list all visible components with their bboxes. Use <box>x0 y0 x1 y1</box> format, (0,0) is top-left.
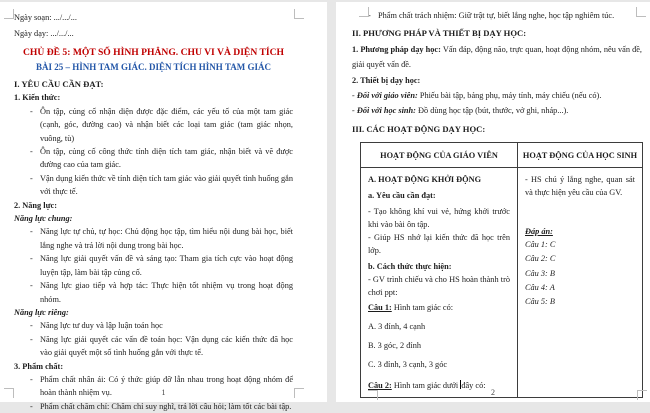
question-2-text-after: đây có: <box>461 381 486 391</box>
page-number-1: 1 <box>161 388 166 397</box>
list-item-text: Ôn tập, củng cố nhận diện được đặc điểm, các yếu tố của một tam giác (cạnh, góc, đường cao) và nhận biết các loại tam giác (tam giác nhọn, vuông, tù) <box>40 106 293 143</box>
answer-line: Câu 5: B <box>525 297 555 307</box>
heading-competence-general: Năng lực chung: <box>14 214 73 224</box>
method-heading: b. Cách thức thực hiện: <box>368 262 452 272</box>
column-header-student: HOẠT ĐỘNG CỦA HỌC SINH <box>518 143 643 168</box>
equipment-teacher-rest: Phiếu bài tập, bảng phụ, máy tính, máy chiếu (nếu có). <box>417 91 602 101</box>
method-step-text: - GV trình chiếu và cho HS hoàn thành trò chơi ppt: <box>368 275 510 298</box>
margin-mark-icon <box>294 388 304 398</box>
document-page-2[interactable] <box>336 2 650 402</box>
section-heading-activities: III. CÁC HOẠT ĐỘNG DẠY HỌC: <box>352 123 486 134</box>
question-1 <box>368 301 510 314</box>
list-item-text: Năng lực giao tiếp và hợp tác: Thực hiện tốt nhiệm vụ trong hoạt động nhóm. <box>40 281 293 304</box>
document-subtitle: BÀI 25 – HÌNH TAM GIÁC. DIỆN TÍCH HÌNH TAM GIÁC <box>36 62 271 72</box>
document-title: CHỦ ĐỀ 5: MỘT SỐ HÌNH PHẲNG. CHU VI VÀ DIỆN TÍCH <box>22 47 285 58</box>
question-2-label: Câu 2: <box>368 381 392 391</box>
margin-mark-icon <box>359 7 369 17</box>
list-item <box>14 400 293 413</box>
method-paragraph <box>352 42 642 73</box>
bullet-dash: - <box>30 147 33 157</box>
answer-line: Câu 1: C <box>525 240 556 250</box>
bullet-dash: - <box>30 374 33 384</box>
list-item <box>14 172 293 199</box>
list-item-text: Vận dụng kiến thức về tính diện tích tam giác vào giải quyết tình huống gắn với thực tế. <box>40 173 293 197</box>
student-note: - HS chú ý lắng nghe, quan sát và thực hiện yêu cầu của GV. <box>525 175 635 198</box>
section-heading-method: II. PHƯƠNG PHÁP VÀ THIẾT BỊ DẠY HỌC: <box>352 28 527 39</box>
goal-heading: a. Yêu cầu cần đạt: <box>368 191 436 201</box>
equipment-student <box>352 103 642 118</box>
column-header-teacher: HOẠT ĐỘNG CỦA GIÁO VIÊN <box>361 143 518 168</box>
margin-mark-icon <box>4 388 14 398</box>
margin-mark-icon <box>368 390 378 400</box>
answer-line: Câu 3: B <box>525 268 555 278</box>
equipment-teacher-lead: - Đối với giáo viên: <box>352 91 418 101</box>
equipment-teacher <box>352 88 642 103</box>
bullet-dash: - <box>30 173 33 183</box>
page-1-content <box>0 2 327 413</box>
list-item <box>14 145 293 172</box>
bullet-dash: - <box>30 401 33 411</box>
heading-competence: 2. Năng lực: <box>14 200 58 210</box>
question-1-label: Câu 1: <box>368 303 392 313</box>
activities-table <box>360 142 643 398</box>
list-item-text: Năng lực giải quyết vấn đề và sáng tạo: Tham gia tích cực vào hoạt động luyện tập, làm bài tập củng cố. <box>40 254 293 277</box>
margin-mark-icon <box>637 390 647 400</box>
table-body-row <box>361 168 643 398</box>
list-item <box>14 319 293 332</box>
bullet-dash: - <box>368 11 371 20</box>
document-page-1[interactable] <box>0 2 327 411</box>
goal-text: - Giúp HS nhớ lại kiến thức đã học trên lớp. <box>368 233 510 256</box>
list-item <box>14 279 293 306</box>
bullet-dash: - <box>30 281 33 291</box>
table-header-row <box>361 143 643 168</box>
list-item-text: Năng lực tự chủ, tự học: Chủ động học tập, tìm hiểu nội dung bài học, biết lắng nghe và trả lời nội dung trong bài học. <box>40 227 293 250</box>
list-item <box>14 225 293 252</box>
page-number-2: 2 <box>491 388 495 397</box>
equipment-student-lead: - Đối với học sinh: <box>352 106 416 116</box>
question-1-text: Hình tam giác có: <box>391 303 454 313</box>
heading-quality: 3. Phẩm chất: <box>14 361 64 371</box>
answer-option-a: A. 3 đỉnh, 4 cạnh <box>368 322 426 332</box>
answers-title: Đáp án: <box>525 227 553 237</box>
margin-mark-icon <box>636 7 646 17</box>
list-item-text: Năng lực tư duy và lập luận toán học <box>40 321 163 331</box>
goal-text: - Tạo không khí vui vẻ, hứng khởi trước khi vào bài ôn tập. <box>368 207 510 230</box>
list-item-text: Ôn tập, củng cố công thức tính diện tích tam giác, nhận biết và vẽ được đường cao của tam giác. <box>40 147 293 170</box>
bullet-dash: - <box>30 334 33 344</box>
date-prepared-line: Ngày soạn: .../.../... <box>14 13 77 22</box>
heading-knowledge: 1. Kiến thức: <box>14 93 61 103</box>
student-activity-cell[interactable] <box>518 168 643 398</box>
margin-mark-icon <box>4 9 14 19</box>
section-heading-requirements: I. YÊU CẦU CẦN ĐẠT: <box>14 79 104 89</box>
equipment-student-rest: Đồ dùng học tập (bút, thước, vở ghi, nháp...). <box>415 106 569 116</box>
list-item <box>14 333 293 360</box>
bullet-dash: - <box>30 254 33 264</box>
teacher-activity-cell[interactable] <box>361 168 518 398</box>
bullet-dash: - <box>30 227 33 237</box>
date-taught-line: Ngày dạy: .../.../... <box>14 28 74 38</box>
bullet-dash: - <box>30 106 33 116</box>
list-item <box>14 105 293 145</box>
list-item-text: Phẩm chất trách nhiệm: Giữ trật tự, biết lắng nghe, học tập nghiêm túc. <box>378 11 615 20</box>
question-2-text-before: Hình tam giác dưới <box>391 381 461 391</box>
answer-option-c: C. 3 đỉnh, 3 cạnh, 3 góc <box>368 360 448 370</box>
list-item <box>352 8 642 23</box>
answer-line: Câu 2: C <box>525 254 556 264</box>
list-item-text: Phẩm chất nhân ái: Có ý thức giúp đỡ lẫn nhau trong hoạt động nhóm để hoàn thành nhiệm vụ. <box>40 374 293 398</box>
list-item-text: Năng lực giải quyết các vấn đề toán học: Vận dụng các kiến thức đã học vào giải quyết một số tình huống gắn với thực tế. <box>40 334 293 358</box>
margin-mark-icon <box>294 9 304 19</box>
heading-equipment: 2. Thiết bị dạy học: <box>352 75 421 85</box>
bullet-dash: - <box>30 321 33 331</box>
activity-section-title: A. HOẠT ĐỘNG KHỞI ĐỘNG <box>368 175 482 185</box>
page-2-content <box>336 2 650 398</box>
answer-line: Câu 4: A <box>525 282 555 292</box>
method-lead: 1. Phương pháp dạy học: <box>352 44 441 54</box>
answers-block <box>525 225 635 309</box>
list-item <box>14 252 293 279</box>
list-item-text: Phẩm chất chăm chỉ: Chăm chỉ suy nghĩ, trả lời câu hỏi; làm tốt các bài tập. <box>40 401 292 411</box>
answer-option-b: B. 3 góc, 2 đỉnh <box>368 341 422 351</box>
heading-competence-specific: Năng lực riêng: <box>14 307 69 317</box>
method-rest: Vấn đáp, động não, trực quan, hoạt động nhóm, nêu vấn đề, giải quyết vấn đề. <box>352 44 642 70</box>
